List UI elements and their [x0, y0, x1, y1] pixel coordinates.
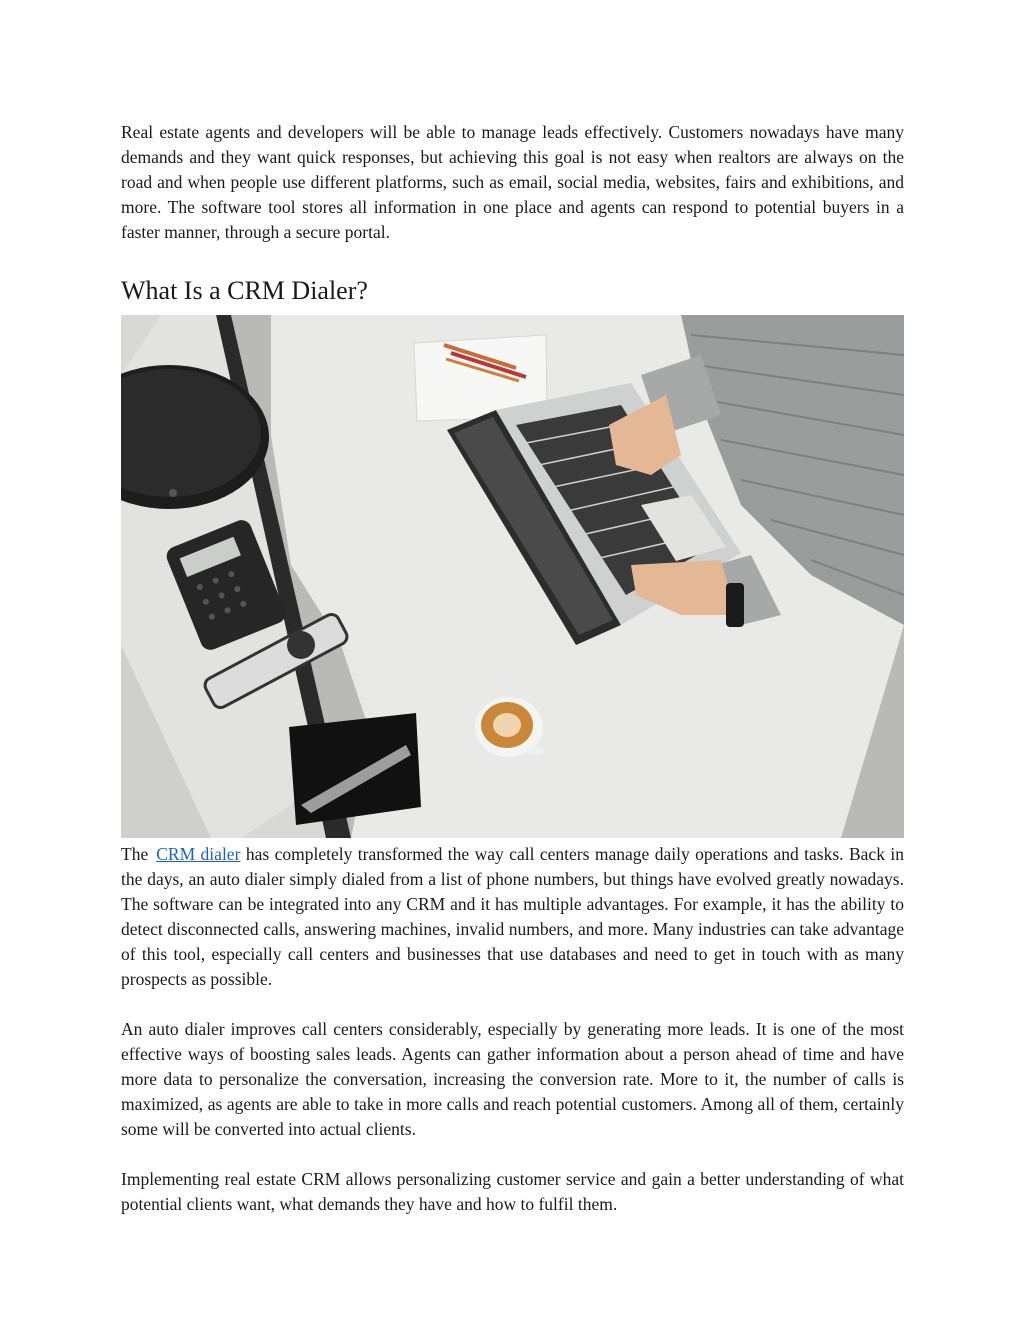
- real-estate-crm-paragraph: Implementing real estate CRM allows personalizing customer service and gain a better understanding of what potential clients want, what demands they have and how to fulfil them.: [121, 1169, 904, 1214]
- office-desk-photo: [121, 315, 904, 838]
- document-page: [121, 120, 904, 1217]
- section-heading: What Is a CRM Dialer?: [121, 276, 368, 305]
- intro-paragraph: Real estate agents and developers will be able to manage leads effectively. Customers nowadays have many demands and they want quick responses, but achieving this goal is not easy when realtors are always on the road and when people use different platforms, such as email, social media, websites, fairs and exhibitions, and more. The software tool stores all information in one place and agents can respond to potential buyers in a faster manner, through a secure portal.: [121, 122, 904, 242]
- paragraph-prefix: The: [121, 844, 149, 864]
- paragraph-body: has completely transformed the way call centers manage daily operations and tasks. Back in the days, an auto dialer simply dialed from a list of phone numbers, but things have evolved greatly nowadays. The software can be integrated into any CRM and it has multiple advantages. For example, it has the ability to detect disconnected calls, answering machines, invalid numbers, and more. Many industries can take advantage of this tool, especially call centers and businesses that use databases and need to get in touch with as many prospects as possible.: [121, 844, 904, 989]
- auto-dialer-paragraph: An auto dialer improves call centers considerably, especially by generating more leads. It is one of the most effective ways of boosting sales leads. Agents can gather information about a person ahead of time and have more data to personalize the conversation, increasing the conversion rate. More to it, the number of calls is maximized, as agents are able to take in more calls and reach potential customers. Among all of them, certainly some will be converted into actual clients.: [121, 1019, 904, 1139]
- crm-dialer-link[interactable]: CRM dialer: [156, 844, 241, 864]
- crm-dialer-paragraph: [121, 842, 904, 992]
